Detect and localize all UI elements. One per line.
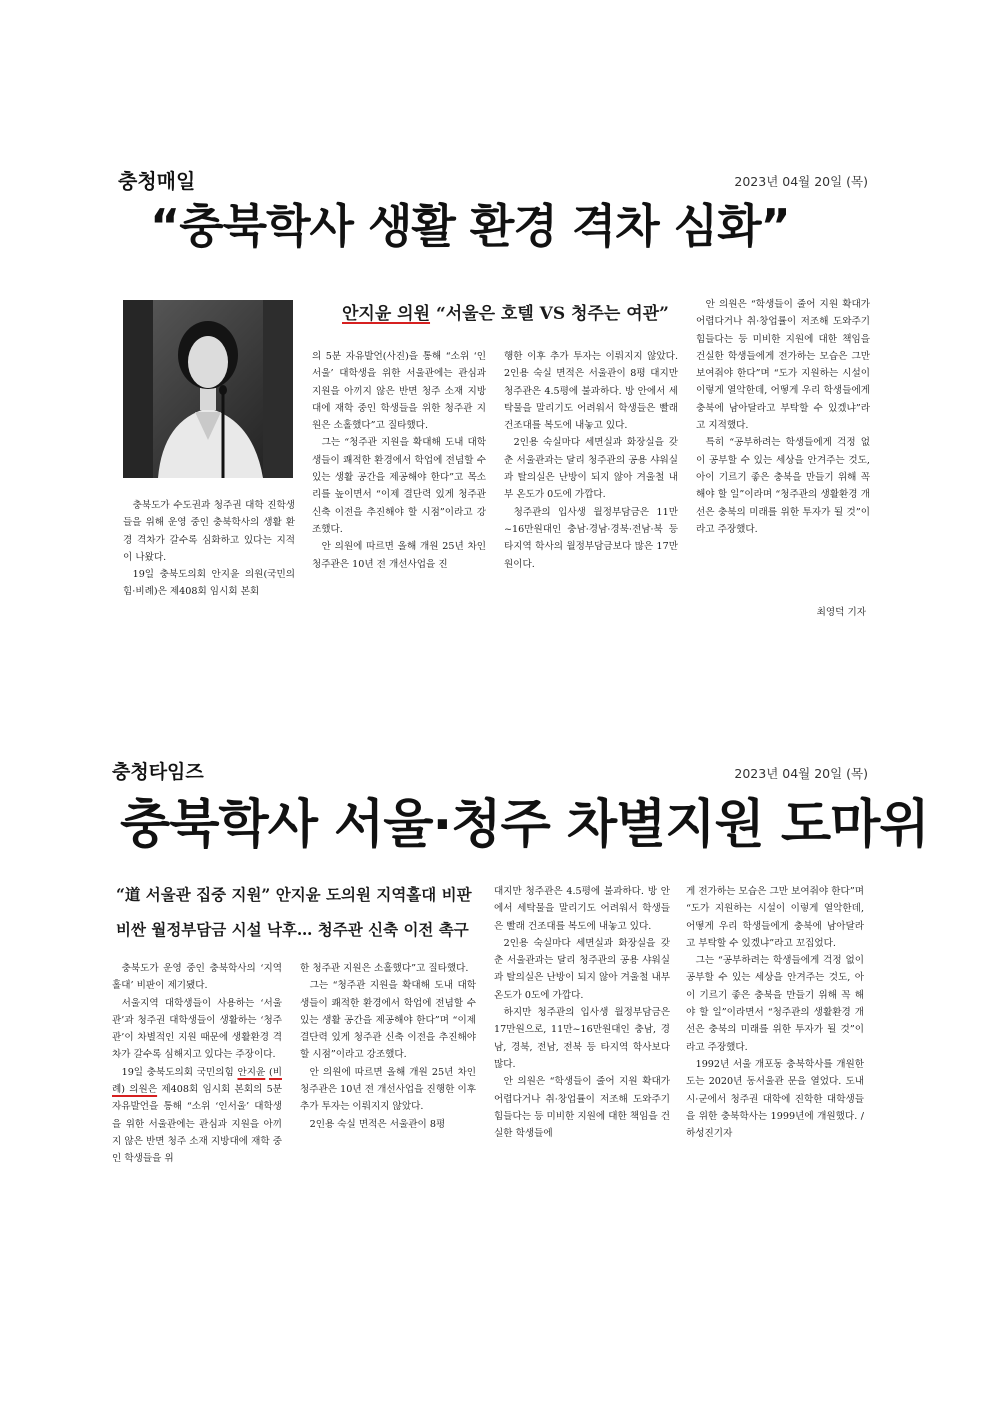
paragraph-text: 제408회 임시회 본회의 5분 자유발언을 통해 “소위 ‘인서울’ 대학생을 위한 서울관에는 관심과 지원을 아끼지 않은 반면 청주 소재 지방대에 재학 중인 학생들을 위 bbox=[112, 1084, 282, 1165]
headline: “충북학사 생활 환경 격차 심화” bbox=[150, 199, 790, 253]
paragraph: 한 청주관 지원은 소홀했다”고 질타했다. bbox=[300, 963, 469, 974]
paragraph: 안 의원은 “학생들이 줄어 지원 확대가 어렵다거나 취·창업률이 저조해 도와주기 힘들다는 등 미비한 지원에 대한 책임을 건실한 학생들에게 전가하는 모습은 그만 보여줘야 한다”며 “도가 지원하는 시설이 이렇게 열악한데, 어떻게 우리 학생들에게 충북에 남아달라고 부탁할 수 있겠냐”라고 지적했다. bbox=[696, 299, 870, 432]
paragraph: 하지만 청주관의 입사생 월정부담금은 17만원으로, 11만~16만원대인 충남, 경남, 경북, 전남, 전북 등 타지역 학사보다 많다. bbox=[494, 1007, 670, 1070]
article1-column-4 bbox=[696, 296, 870, 538]
photo-image bbox=[123, 300, 293, 478]
subheadline-quote: “서울은 호텔 VS 청주는 여관” bbox=[435, 304, 669, 324]
article1-column-1 bbox=[123, 497, 295, 601]
article2-column-1 bbox=[112, 960, 282, 1168]
article2-column-2 bbox=[300, 960, 476, 1133]
byline: 최영덕 기자 bbox=[816, 607, 866, 618]
highlighted-affiliation: (비례) 의원은 bbox=[112, 1066, 282, 1096]
article2-column-3 bbox=[494, 883, 670, 1142]
headline: 충북학사 서울·청주 차별지원 도마위 bbox=[120, 795, 929, 855]
subheadline bbox=[342, 299, 669, 324]
paragraph: 그는 “청주관 지원을 확대해 도내 대학생들이 쾌적한 환경에서 학업에 전념할 수 있는 생활 공간을 제공해야 한다”며 “이제 결단력 있게 청주관 신축 이전을 추진해야 할 시점”이라고 강조했다. bbox=[300, 980, 476, 1061]
photo-legislator bbox=[123, 300, 293, 478]
paragraph: 의 5분 자유발언(사진)을 통해 “소위 ‘인서울’ 대학생을 위한 서울관에는 관심과 지원을 아끼지 않은 반면 청주 소재 지방대에 재학 중인 학생들을 위한 청주관 지원은 소홀했다”고 질타했다. bbox=[312, 351, 486, 432]
paragraph: 대지만 청주관은 4.5평에 불과하다. 방 안에서 세탁물을 말리기도 어려워서 학생들은 빨래 건조대를 복도에 내놓고 있다. bbox=[494, 886, 670, 932]
paragraph: 서울지역 대학생들이 사용하는 ‘서울관’과 청주권 대학생들이 생활하는 ‘청주관’이 차별적인 지원 때문에 생활환경 격차가 갈수록 심해지고 있다는 주장이다. bbox=[112, 997, 282, 1061]
article-date: 2023년 04월 20일 (목) bbox=[734, 766, 868, 781]
paragraph: 2인용 숙실 면적은 서울관이 8평 bbox=[309, 1118, 446, 1130]
paragraph: 게 전가하는 모습은 그만 보여줘야 한다”며 “도가 지원하는 시설이 이렇게 열악한데, 어떻게 우리 학생들에게 충북에 남아달라고 부탁할 수 있겠냐”라고 꼬집었다. bbox=[686, 886, 864, 949]
paragraph: 충북도가 운영 중인 충북학사의 ‘지역홀대’ 비판이 제기됐다. bbox=[112, 963, 282, 992]
paragraph: 2인용 숙실마다 세면실과 화장실을 갖춘 서울관과는 달리 청주관의 공용 샤워실과 탈의실은 난방이 되지 않아 겨울철 내부 온도가 0도에 가깝다. bbox=[494, 937, 670, 1001]
subheadline-1: “道 서울관 집중 지원” 안지윤 도의원 지역홀대 비판 bbox=[116, 885, 472, 904]
subheadline-2: 비싼 월정부담금 시설 낙후… 청주관 신축 이전 촉구 bbox=[116, 920, 469, 939]
paragraph: 1992년 서울 개포동 충북학사를 개원한 도는 2020년 동서울관 문을 열었다. 도내 시·군에서 청주권 대학에 진학한 대학생들을 위한 충북학사는 1999년에 개원했다. /하성진기자 bbox=[686, 1058, 864, 1140]
article1-column-3 bbox=[504, 348, 678, 573]
paragraph bbox=[112, 1064, 282, 1168]
paragraph: 2인용 숙실마다 세면실과 화장실을 갖춘 서울관과는 달리 청주관의 공용 샤워실과 탈의실은 난방이 되지 않아 겨울철 내부 온도가 0도에 가깝다. bbox=[504, 437, 678, 501]
paragraph: 행한 이후 추가 투자는 이뤄지지 않았다. 2인용 숙실 면적은 서울관이 8평 대지만 청주관은 4.5평에 불과하다. 방 안에서 세탁물을 말리기도 어려워서 학생들은 빨래 건조대를 복도에 내놓고 있다. bbox=[504, 351, 678, 432]
newspaper-name: 충청매일 bbox=[118, 169, 196, 193]
paragraph: 청주관의 입사생 월정부담금은 11만~16만원대인 충남·경남·경북·전남·북 등 타지역 학사의 월정부담금보다 많은 17만원이다. bbox=[504, 506, 678, 570]
highlighted-name: 안지윤 bbox=[237, 1066, 266, 1078]
article1-column-2 bbox=[312, 348, 486, 573]
paragraph: 충북도가 수도권과 청주권 대학 진학생들을 위해 운영 중인 충북학사의 생활 환경 격차가 갈수록 심화하고 있다는 지적이 나왔다. bbox=[123, 500, 295, 563]
subheadline-speaker: 안지윤 의원 bbox=[342, 304, 431, 324]
paragraph: 안 의원에 따르면 올해 개원 25년 차인 청주관은 10년 전 개선사업을 진행한 이후 추가 투자는 이뤄지지 않았다. bbox=[300, 1066, 476, 1113]
paragraph: 그는 “청주관 지원을 확대해 도내 대학생들이 쾌적한 환경에서 학업에 전념할 수 있는 생활 공간을 제공해야 한다”고 목소리를 높이면서 “이제 결단력 있게 청주관 신축 이전을 추진해야 할 시점”이라고 강조했다. bbox=[312, 437, 486, 535]
newspaper-name: 충청타임즈 bbox=[112, 761, 204, 783]
paragraph-text: 19일 충북도의회 국민의힘 bbox=[121, 1066, 238, 1078]
paragraph: 안 의원은 “학생들이 줄어 지원 확대가 어렵다거나 취·창업률이 저조해 도와주기 힘들다는 등 미비한 지원에 대한 책임을 건실한 학생들에 bbox=[494, 1076, 670, 1140]
paragraph: 19일 충북도의회 안지윤 의원(국민의힘·비례)은 제408회 임시회 본회 bbox=[123, 569, 295, 598]
article2-column-4 bbox=[686, 883, 864, 1142]
paragraph: 그는 “공부하려는 학생들에게 걱정 없이 공부할 수 있는 세상을 안겨주는 것도, 아이 기르기 좋은 충북을 만들기 위해 꼭 해야 할 일”이라면서 “청주관의 생활환경 개선은 충북의 미래를 위한 투자가 될 것”이라고 주장했다. bbox=[686, 955, 864, 1053]
paragraph: 특히 “공부하려는 학생들에게 걱정 없이 공부할 수 있는 세상을 안겨주는 것도, 아이 기르기 좋은 충북을 만들기 위해 꼭 해야 할 일”이라며 “청주관의 생활환경 개선은 충북의 미래를 위한 투자가 될 것”이라고 주장했다. bbox=[696, 437, 870, 535]
paragraph: 안 의원에 따르면 올해 개원 25년 차인 청주관은 10년 전 개선사업을 진 bbox=[312, 541, 486, 570]
article-date: 2023년 04월 20일 (목) bbox=[734, 174, 868, 189]
